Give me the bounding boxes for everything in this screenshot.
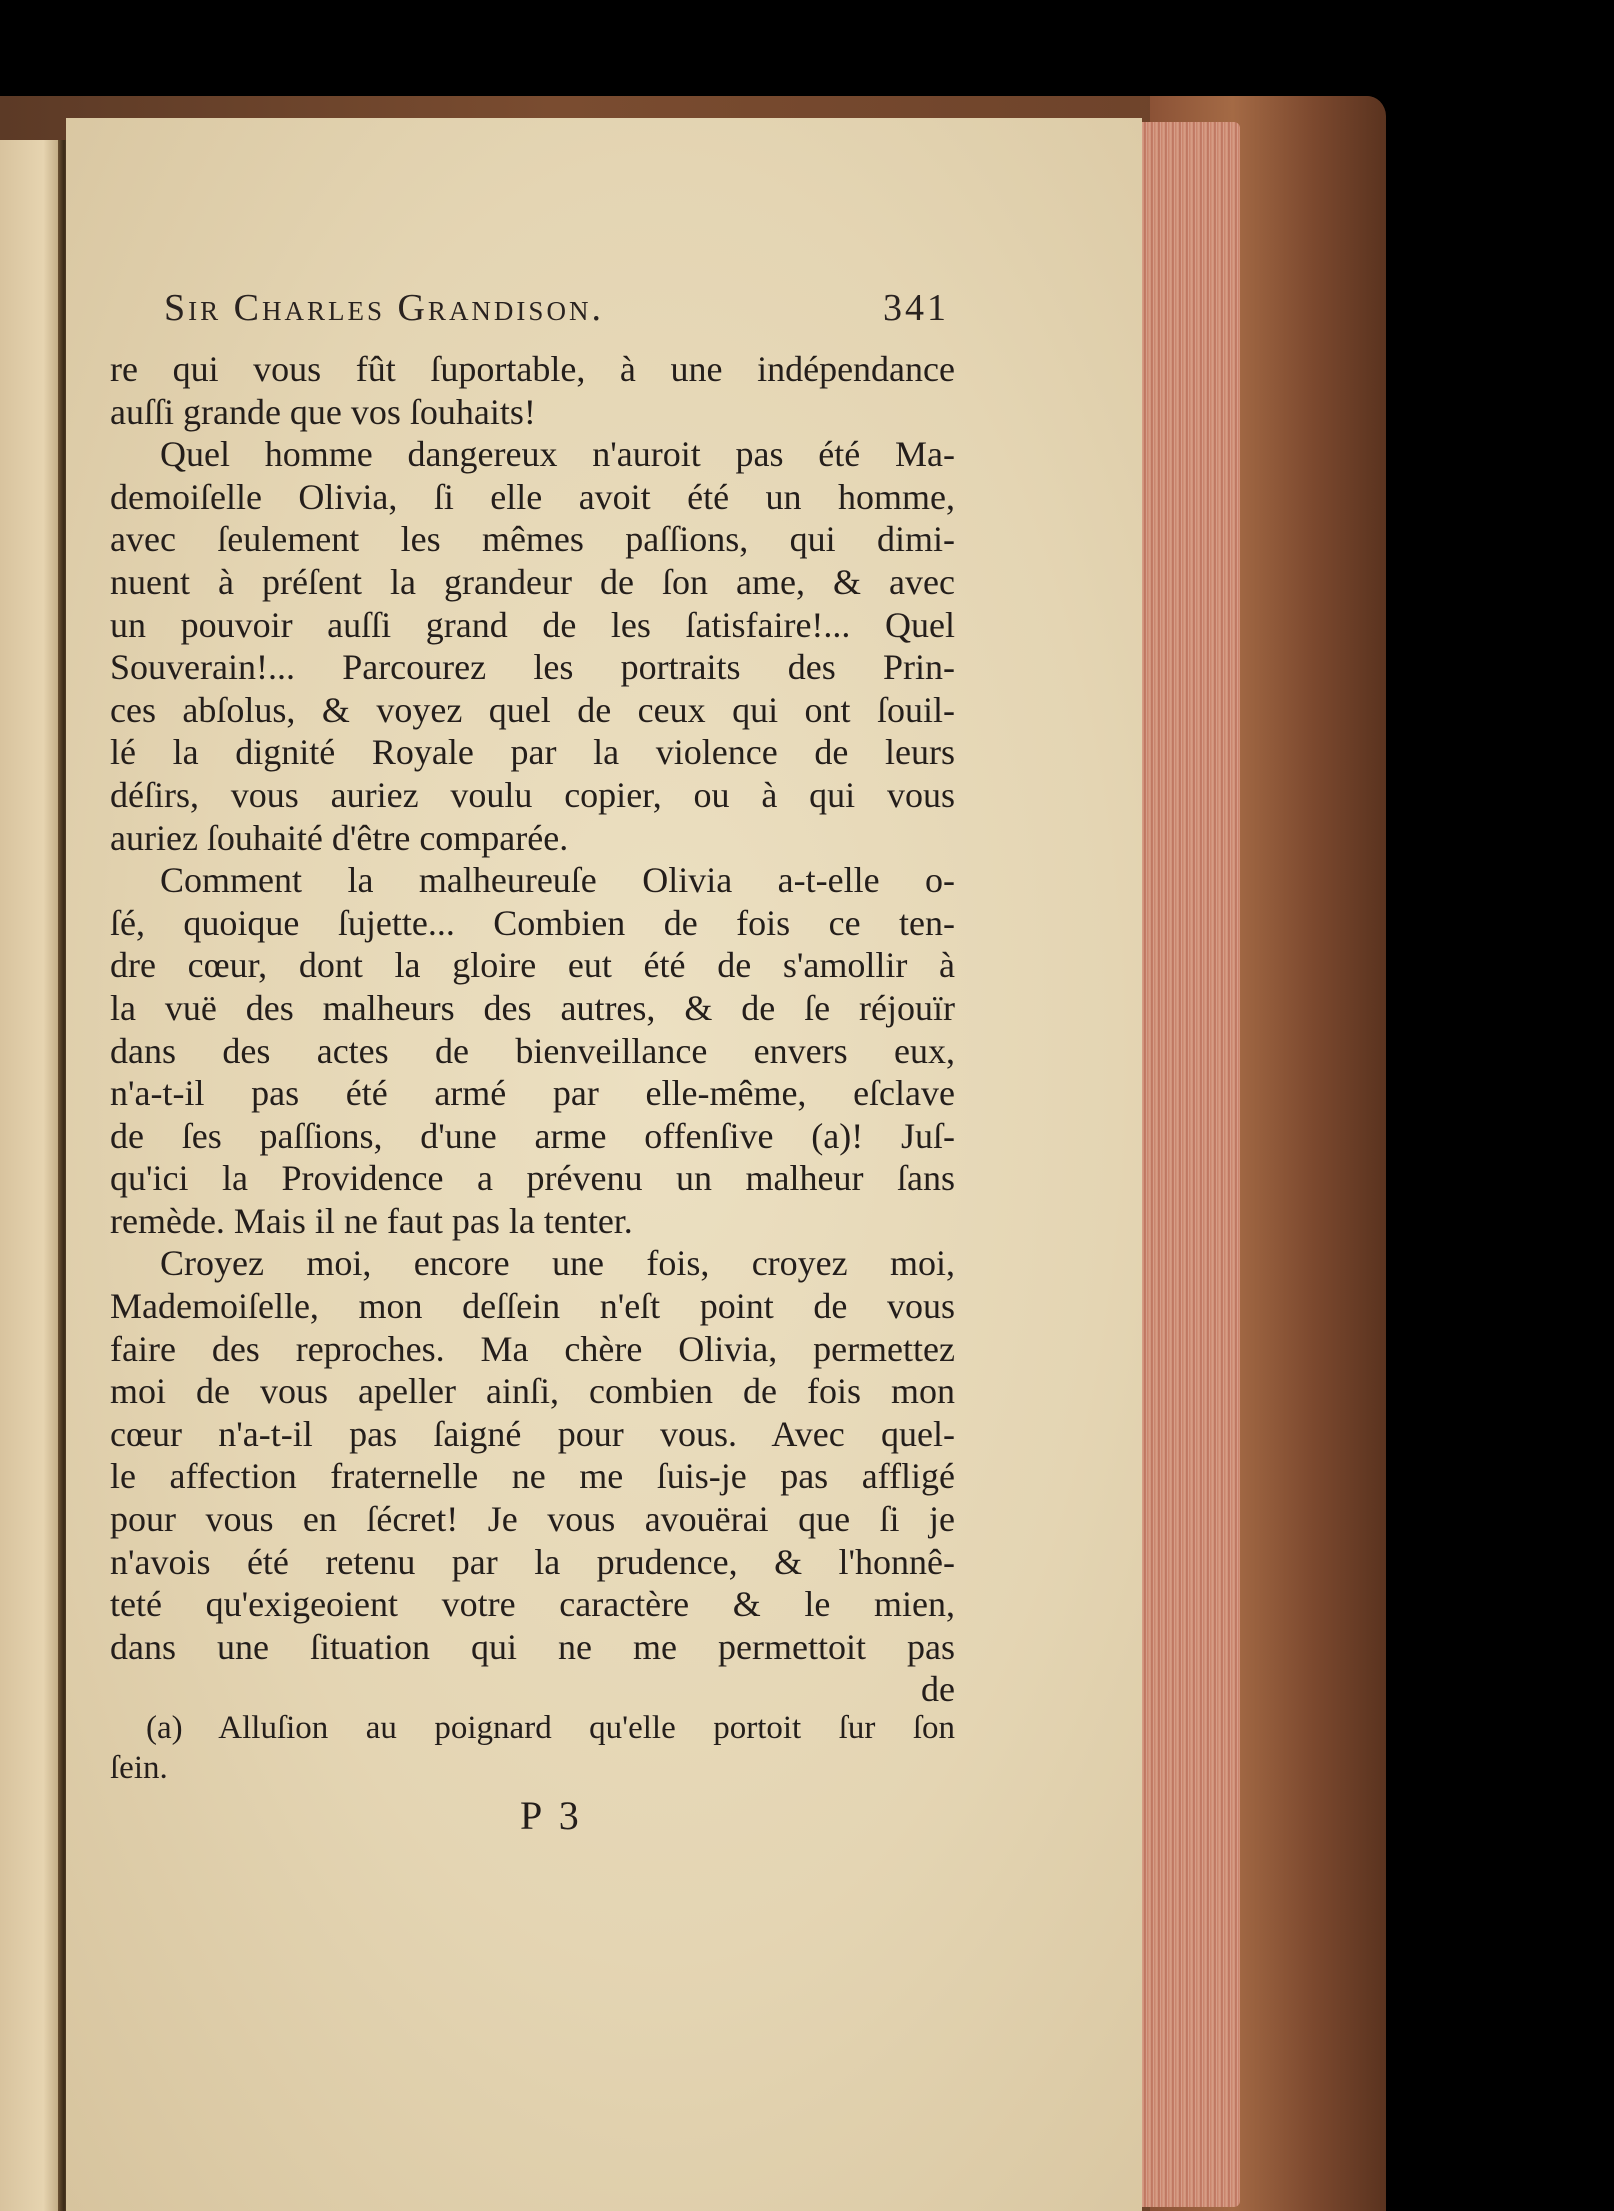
- text-line: ſé, quoique ſujette... Combien de fois ce ten-: [110, 902, 955, 943]
- text-line: dans une ſituation qui ne me permettoit pas: [110, 1626, 955, 1667]
- text-line: de ſes paſſions, d'une arme offenſive (a)! Juſ-: [110, 1115, 955, 1156]
- text-line: Souverain!... Parcourez les portraits des Prin-: [110, 647, 955, 688]
- running-header: [164, 286, 949, 332]
- catchword: de: [921, 1669, 955, 1710]
- text-line: faire des reproches. Ma chère Olivia, permettez: [110, 1328, 955, 1369]
- text-line: cœur n'a-t-il pas ſaigné pour vous. Avec quel-: [110, 1413, 955, 1454]
- text-line: Comment la malheureuſe Olivia a-t-elle o-: [160, 860, 955, 901]
- text-line: déſirs, vous auriez voulu copier, ou à qui vous: [110, 774, 955, 815]
- page-number: 341: [883, 287, 949, 329]
- footnote-line: ſein.: [110, 1750, 168, 1786]
- text-line: demoiſelle Olivia, ſi elle avoit été un homme,: [110, 476, 955, 517]
- running-title: Sir Charles Grandison.: [164, 287, 604, 329]
- text-line: n'a-t-il pas été armé par elle-même, eſclave: [110, 1073, 955, 1114]
- footnote-line: (a) Alluſion au poignard qu'elle portoit ſur ſon: [146, 1710, 955, 1746]
- signature-mark: P 3: [520, 1793, 583, 1838]
- text-line: ces abſolus, & voyez quel de ceux qui ont ſouil-: [110, 689, 955, 730]
- text-line: Quel homme dangereux n'auroit pas été Ma-: [160, 434, 955, 475]
- page-edges: [1140, 122, 1240, 2207]
- footnote: [110, 1708, 955, 1788]
- text-line: la vuë des malheurs des autres, & de ſe réjouïr: [110, 987, 955, 1028]
- text-line: auriez ſouhaité d'être comparée.: [110, 817, 569, 858]
- left-page-edge: [0, 140, 62, 2211]
- text-line: le affection fraternelle ne me ſuis-je pas affligé: [110, 1456, 955, 1497]
- text-line: n'avois été retenu par la prudence, & l'honnê-: [110, 1541, 955, 1582]
- body-text: [110, 348, 955, 1711]
- text-line: Croyez moi, encore une fois, croyez moi,: [160, 1243, 955, 1284]
- text-line: dans des actes de bienveillance envers eux,: [110, 1030, 955, 1071]
- text-line: pour vous en ſécret! Je vous avouërai que ſi je: [110, 1499, 955, 1540]
- text-line: un pouvoir auſſi grand de les ſatisfaire!... Quel: [110, 604, 955, 645]
- text-line: auſſi grande que vos ſouhaits!: [110, 391, 536, 432]
- text-line: re qui vous fût ſuportable, à une indépendance: [110, 349, 955, 389]
- text-line: lé la dignité Royale par la violence de leurs: [110, 732, 955, 773]
- text-line: teté qu'exigeoient votre caractère & le mien,: [110, 1584, 955, 1625]
- text-line: moi de vous apeller ainſi, combien de fois mon: [110, 1371, 955, 1412]
- text-line: remède. Mais il ne faut pas la tenter.: [110, 1200, 633, 1241]
- text-line: dre cœur, dont la gloire eut été de s'amollir à: [110, 945, 955, 986]
- text-line: qu'ici la Providence a prévenu un malheur ſans: [110, 1158, 955, 1199]
- text-line: avec ſeulement les mêmes paſſions, qui dimi-: [110, 519, 955, 560]
- text-line: Mademoiſelle, mon deſſein n'eſt point de vous: [110, 1286, 955, 1327]
- text-line: nuent à préſent la grandeur de ſon ame, & avec: [110, 561, 955, 602]
